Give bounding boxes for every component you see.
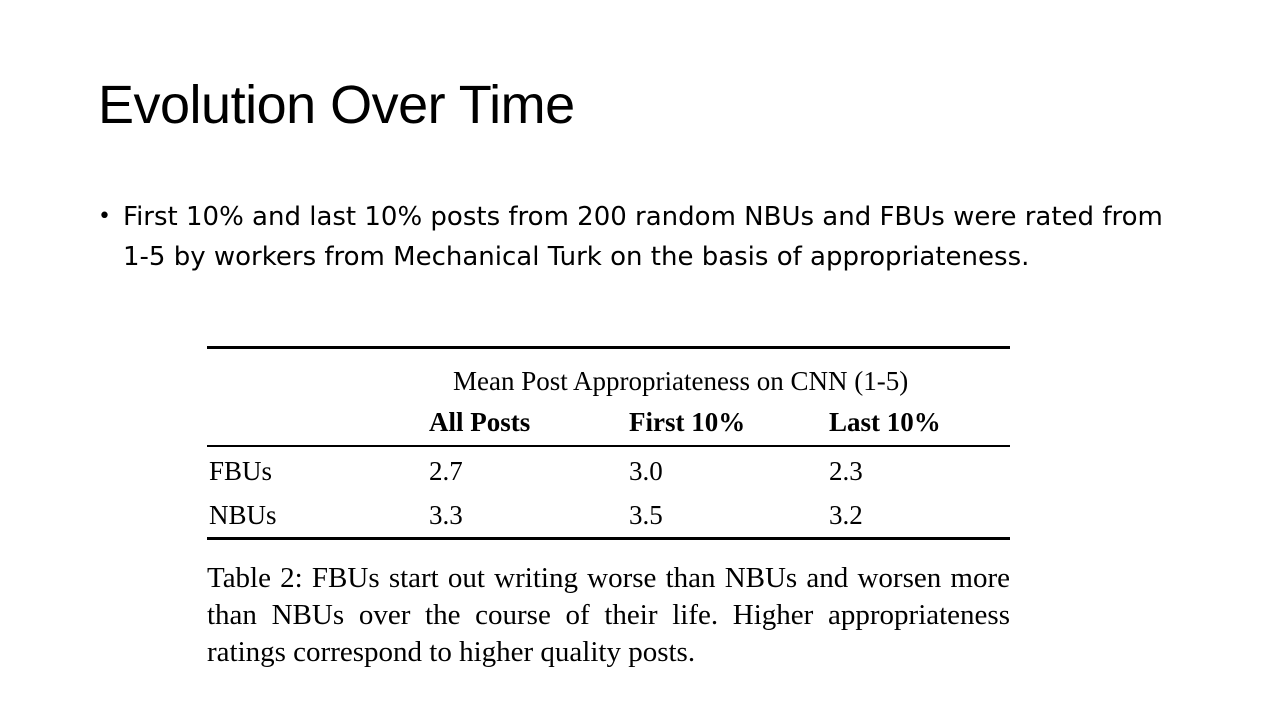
table-bottom-rule [207,537,1010,540]
column-header-first-10: First 10% [629,406,746,437]
table-caption: Table 2: FBUs start out writing worse than NBUs and worsen more than NBUs over the course of their life. Higher appropriateness ratings correspond to higher quality posts. [207,562,1010,668]
cell-fbus-last-10: 2.3 [829,455,863,486]
table-group-header [207,349,1010,399]
table-row [207,493,1010,537]
group-header-label: Mean Post Appropriateness on CNN (1-5) [453,365,909,396]
cell-nbus-all-posts: 3.3 [429,499,463,530]
bullet-marker: • [98,204,111,229]
slide-title: Evolution Over Time [98,75,575,135]
cell-fbus-all-posts: 2.7 [429,455,463,486]
cell-nbus-first-10: 3.5 [629,499,663,530]
cell-nbus-last-10: 3.2 [829,499,863,530]
bullet-point [98,197,1188,277]
cell-fbus-first-10: 3.0 [629,455,663,486]
table-row [207,447,1010,493]
row-label-nbus: NBUs [209,499,277,530]
column-header-all-posts: All Posts [429,406,531,437]
table-column-headers [207,399,1010,445]
row-label-fbus: FBUs [209,455,273,486]
bullet-text: First 10% and last 10% posts from 200 random NBUs and FBUs were rated from 1-5 by workers from Mechanical Turk on the basis of appropriateness. [123,202,1163,272]
column-header-last-10: Last 10% [829,406,941,437]
appropriateness-table [207,346,1010,540]
